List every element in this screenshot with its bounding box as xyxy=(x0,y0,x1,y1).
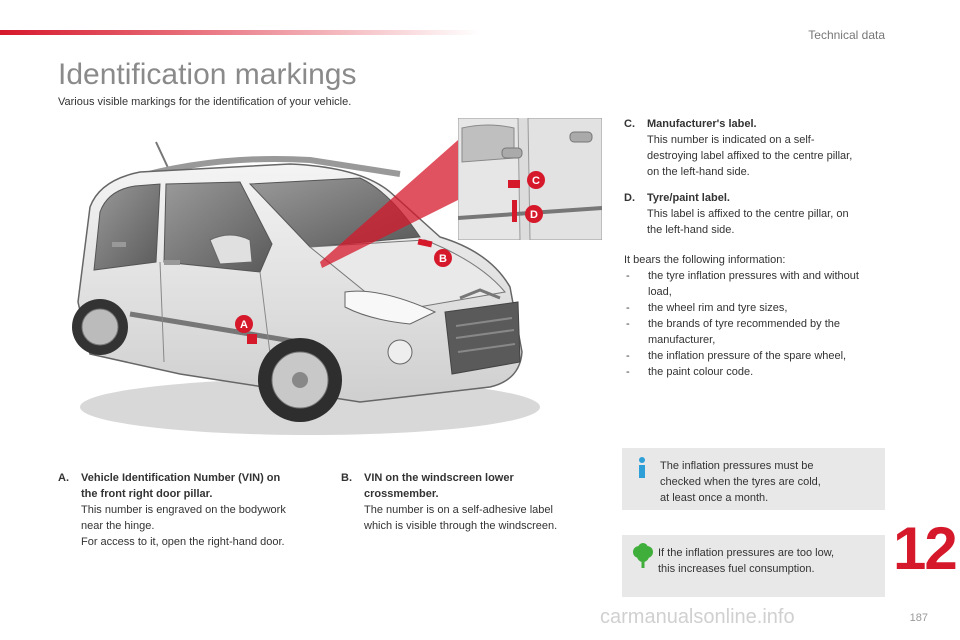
item-a-letter: A. xyxy=(58,472,69,484)
marker-b xyxy=(433,248,453,268)
svg-text:A: A xyxy=(240,319,248,331)
item-b-line1: The number is on a self-adhesive label xyxy=(364,504,553,516)
tree-icon xyxy=(632,543,654,569)
item-c-line3: on the left-hand side. xyxy=(647,166,750,178)
item-c-line2: destroying label affixed to the centre pillar, xyxy=(647,150,853,162)
label-info-intro: It bears the following information: xyxy=(624,254,786,266)
item-d-letter: D. xyxy=(624,192,635,204)
marker-a xyxy=(234,314,254,334)
svg-text:B: B xyxy=(439,253,447,265)
list-item: - the paint colour code. xyxy=(624,364,894,380)
page-title: Identification markings xyxy=(58,58,357,91)
item-c xyxy=(624,116,894,180)
info-icon xyxy=(634,456,650,480)
section-title: Technical data xyxy=(808,28,885,42)
label-info-list xyxy=(624,268,894,380)
item-b-letter: B. xyxy=(341,472,352,484)
item-a-heading-line1: Vehicle Identification Number (VIN) on xyxy=(81,472,281,484)
item-b-heading-line1: VIN on the windscreen lower xyxy=(364,472,514,484)
info-note xyxy=(622,448,885,510)
info-note-line2: checked when the tyres are cold, xyxy=(660,476,821,488)
item-b-heading-line2: crossmember. xyxy=(364,488,439,500)
eco-note-line1: If the inflation pressures are too low, xyxy=(658,547,835,559)
item-d-heading: Tyre/paint label. xyxy=(647,192,730,204)
svg-text:D: D xyxy=(530,209,538,221)
info-note-line3: at least once a month. xyxy=(660,492,769,504)
item-c-letter: C. xyxy=(624,118,635,130)
page-number: 187 xyxy=(909,612,928,624)
item-d-line2: the left-hand side. xyxy=(647,224,735,236)
intro-text: Various visible markings for the identification of your vehicle. xyxy=(58,96,352,108)
item-d-line1: This label is affixed to the centre pillar, on xyxy=(647,208,849,220)
svg-text:C: C xyxy=(532,175,540,187)
eco-note-line2: this increases fuel consumption. xyxy=(658,563,815,575)
list-item: - the tyre inflation pressures with and without load, xyxy=(624,268,894,300)
eco-note xyxy=(622,535,885,597)
header-accent-bar xyxy=(0,30,480,35)
list-item: - the wheel rim and tyre sizes, xyxy=(624,300,894,316)
chapter-number: 12 xyxy=(893,515,956,582)
item-a-line3: For access to it, open the right-hand door. xyxy=(81,536,285,548)
item-d xyxy=(624,190,894,238)
item-b xyxy=(341,470,601,534)
list-item: - the inflation pressure of the spare wheel, xyxy=(624,348,894,364)
item-a xyxy=(58,470,338,550)
watermark: carmanualsonline.info xyxy=(600,606,795,628)
item-c-heading: Manufacturer's label. xyxy=(647,118,757,130)
marker-d xyxy=(524,204,544,224)
item-c-line1: This number is indicated on a self- xyxy=(647,134,815,146)
item-a-line1: This number is engraved on the bodywork xyxy=(81,504,286,516)
item-b-line2: which is visible through the windscreen. xyxy=(364,520,558,532)
info-note-line1: The inflation pressures must be xyxy=(660,460,814,472)
label-info xyxy=(624,252,894,380)
list-item: - the brands of tyre recommended by the manufacturer, xyxy=(624,316,894,348)
item-a-heading-line2: the front right door pillar. xyxy=(81,488,213,500)
marker-c xyxy=(526,170,546,190)
item-a-line2: near the hinge. xyxy=(81,520,155,532)
